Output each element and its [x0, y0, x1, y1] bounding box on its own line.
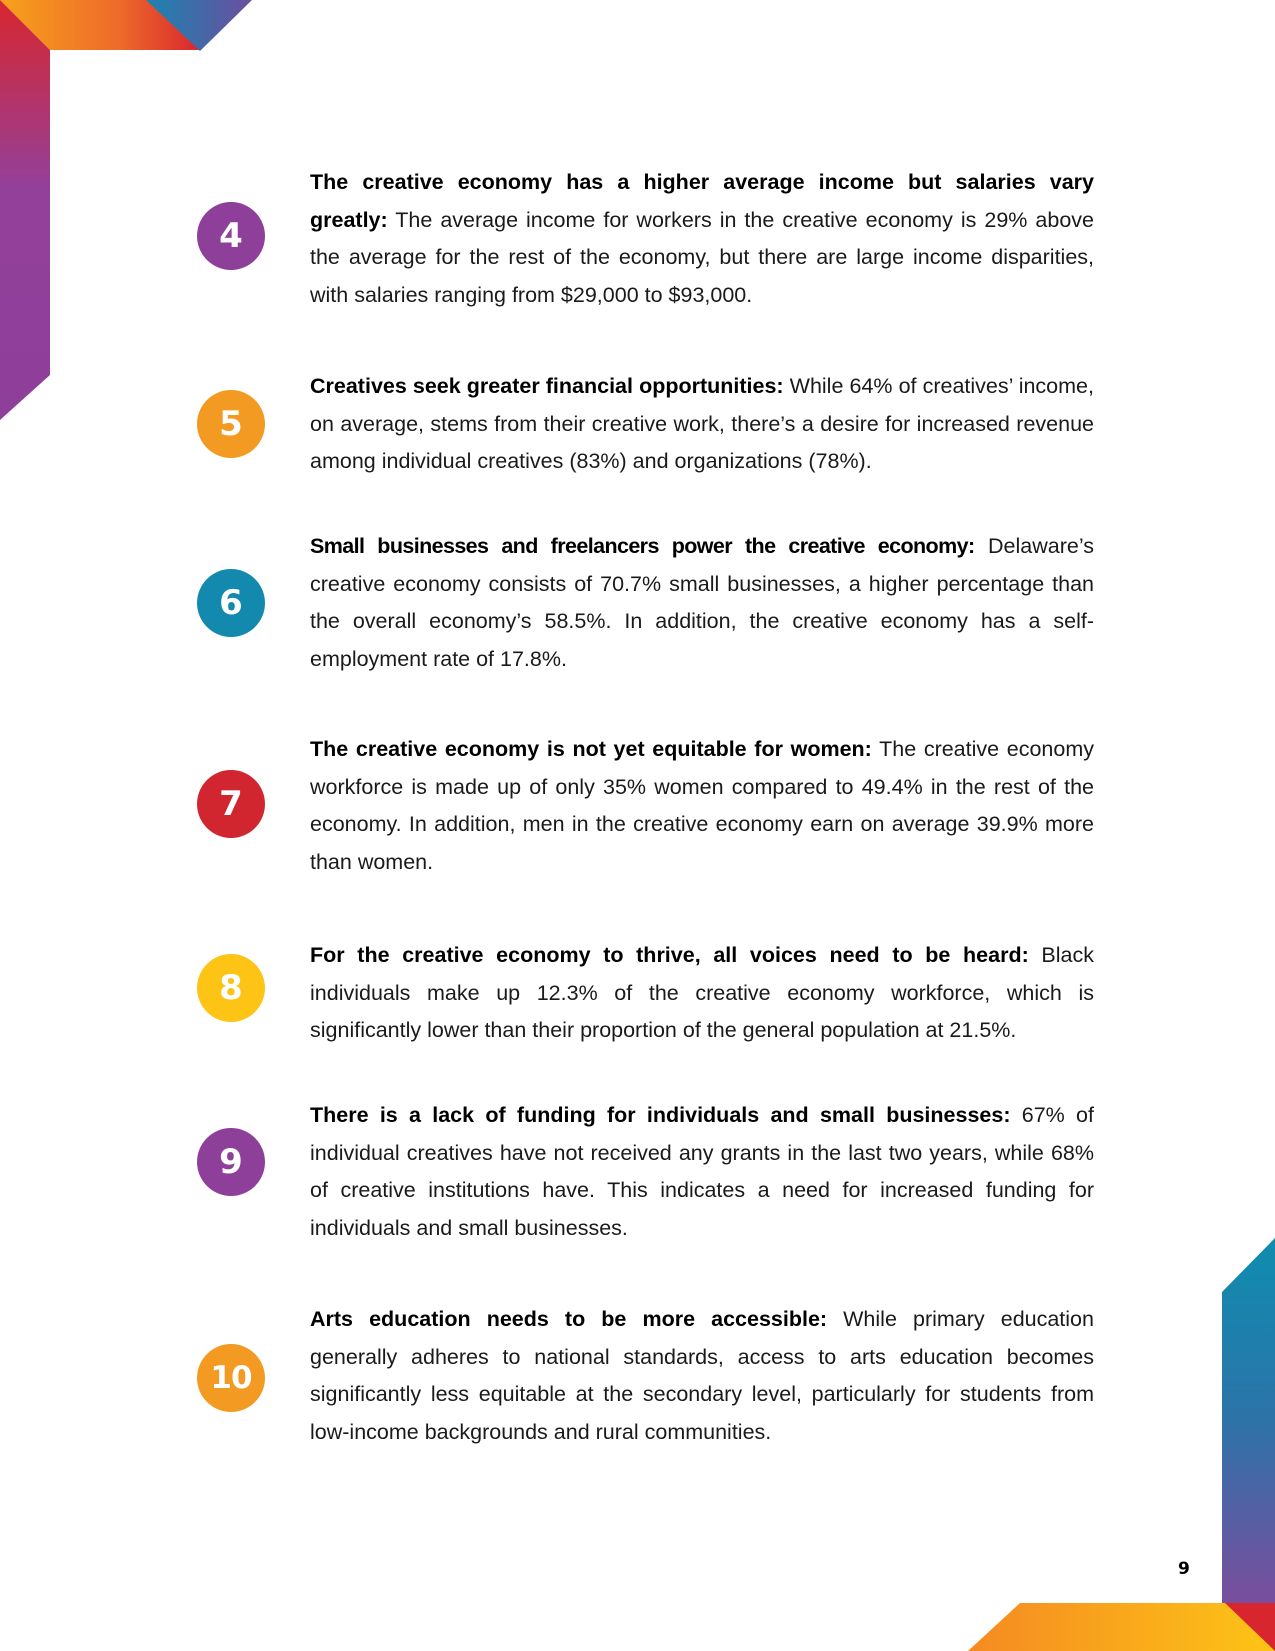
finding-body: The average income for workers in the creative economy is 29% above the average for the rest of the economy, but there are large income disparities, with salaries ranging from $29,000 to $93,000. — [310, 207, 1094, 307]
finding-text — [310, 164, 1094, 314]
finding-text — [310, 1097, 1094, 1247]
number-badge: 9 — [197, 1128, 265, 1196]
right-vertical-band — [1222, 1238, 1275, 1603]
finding-body: 67% of individual creatives have not received any grants in the last two years, while 68% of creative institutions have. This indicates a need for increased funding for individuals and small businesses. — [310, 1103, 1094, 1240]
finding-text — [310, 528, 1094, 678]
left-vertical-band — [0, 0, 50, 420]
bottom-yellow-band — [968, 1603, 1275, 1651]
number-badge: 7 — [197, 770, 265, 838]
finding-heading: The creative economy is not yet equitable for women: — [310, 737, 872, 761]
finding-body: The creative economy workforce is made up of only 35% women compared to 49.4% in the rest of the economy. In addition, men in the creative economy earn on average 39.9% more than women. — [310, 737, 1094, 874]
finding-body: Delaware’s creative economy consists of 70.7% small businesses, a higher percentage than the overall economy’s 58.5%. In addition, the creative economy has a self-employment rate of 17.8%. — [310, 534, 1094, 671]
finding-heading: For the creative economy to thrive, all voices need to be heard: — [310, 943, 1029, 967]
finding-body: While primary education generally adheres to national standards, access to arts education becomes significantly less equitable at the secondary level, particularly for students from low-income backgrounds and rural communities. — [310, 1307, 1094, 1444]
page-number: 9 — [1178, 1559, 1190, 1579]
finding-body: Black individuals make up 12.3% of the creative economy workforce, which is significantly lower than their proportion of the general population at 21.5%. — [310, 943, 1094, 1043]
number-badge: 6 — [197, 569, 265, 637]
finding-text — [310, 937, 1094, 1050]
top-blue-triangle — [146, 0, 252, 51]
finding-text — [310, 368, 1094, 481]
finding-body: While 64% of creatives’ income, on average, stems from their creative work, there’s a desire for increased revenue among individual creatives (83%) and organizations (78%). — [310, 374, 1094, 474]
number-badge: 5 — [197, 390, 265, 458]
finding-heading: There is a lack of funding for individuals and small businesses: — [310, 1103, 1011, 1127]
finding-heading: The creative economy has a higher average income but salaries vary greatly: — [310, 170, 1094, 232]
number-badge: 10 — [197, 1344, 265, 1412]
top-orange-band — [0, 0, 200, 50]
bottom-red-corner — [1225, 1603, 1275, 1651]
finding-heading: Small businesses and freelancers power the creative economy: — [310, 534, 975, 558]
number-badge: 4 — [197, 202, 265, 270]
finding-heading: Arts education needs to be more accessible: — [310, 1307, 828, 1331]
finding-text — [310, 731, 1094, 881]
number-badge: 8 — [197, 954, 265, 1022]
finding-heading: Creatives seek greater financial opportunities: — [310, 374, 784, 398]
finding-text — [310, 1301, 1094, 1451]
